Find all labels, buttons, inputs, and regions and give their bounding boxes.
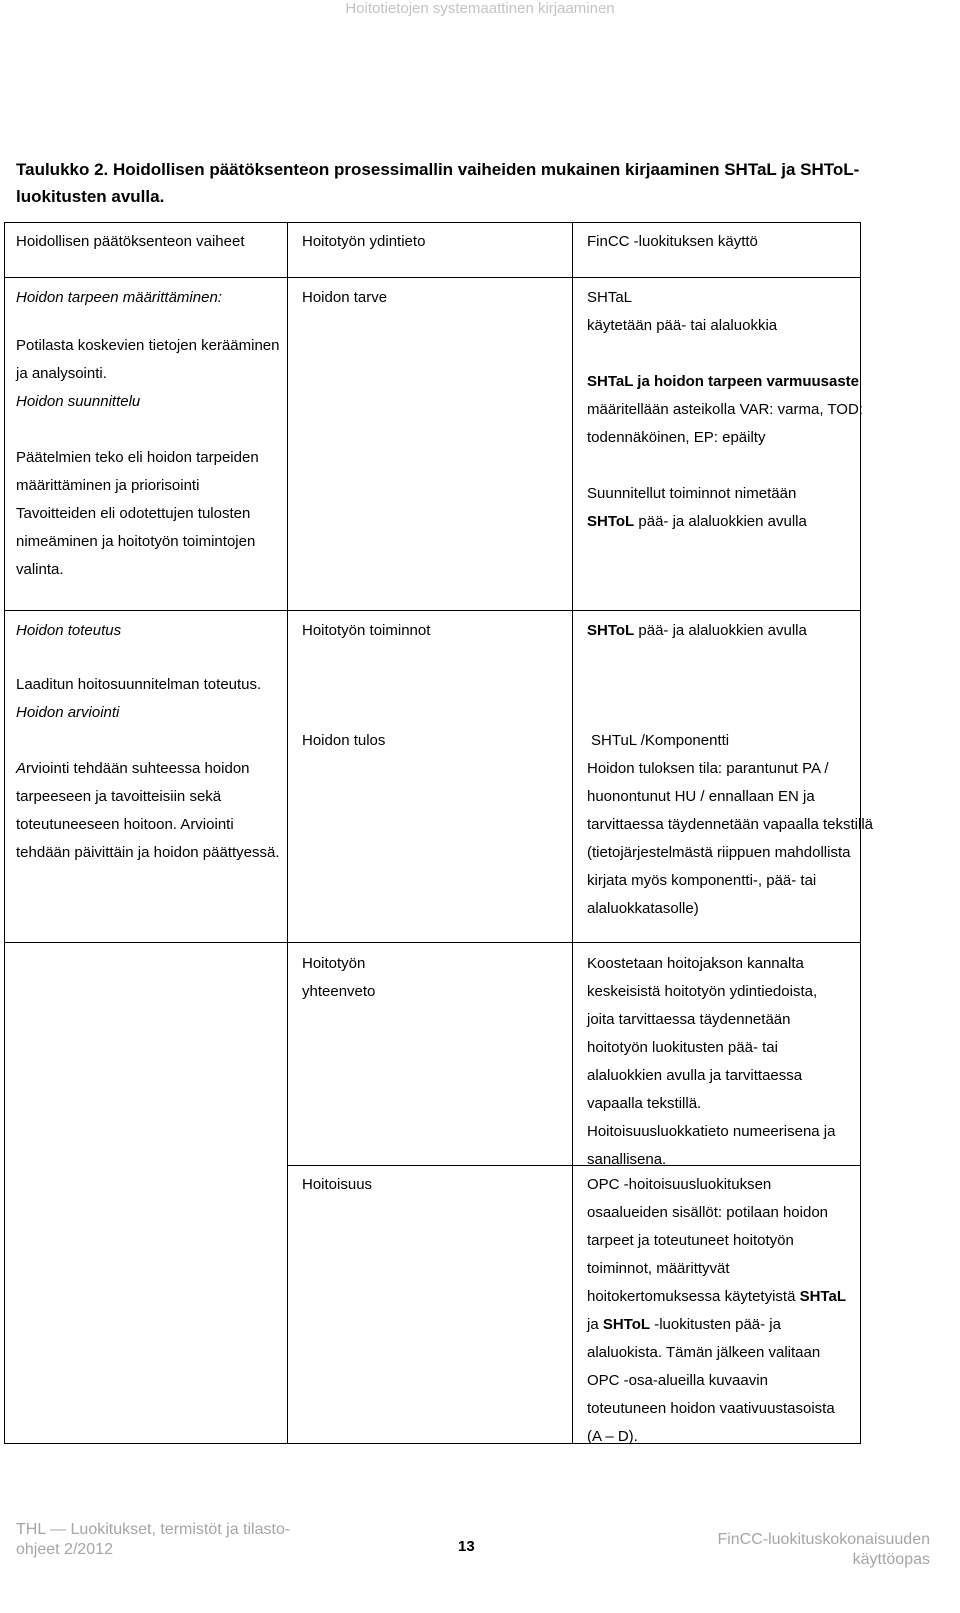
fincc-text: SHToL pää- ja alaluokkien avulla (587, 622, 807, 639)
fincc-cell (587, 617, 877, 923)
fincc-text: SHToL pää- ja alaluokkien avulla (587, 513, 807, 530)
core-data-title: Hoidon tulos (302, 732, 386, 749)
fincc-text: SHTaL ja hoidon tarpeen varmuusaste määritellään asteikolla VAR: varma, TOD: todennäköinen, EP: epäilty (587, 373, 863, 446)
fincc-text: Suunnitellut toiminnot nimetään (587, 485, 797, 502)
core-data-cell (302, 284, 572, 312)
table-border-row (4, 610, 860, 611)
header-cell-phases: Hoidollisen päätöksenteon vaiheet (16, 233, 245, 250)
table-border-header (4, 277, 860, 278)
phase-text: Laaditun hoitosuunnitelman toteutus. (16, 676, 262, 693)
table-border-col (572, 222, 573, 1444)
footer-left: THL — Luokitukset, termistöt ja tilasto-ohjeet 2/2012 (16, 1521, 291, 1558)
table-border-col (287, 222, 288, 1444)
phase-cell (16, 284, 286, 584)
table-border-top (4, 222, 860, 223)
phase-cell (16, 617, 286, 867)
phase-text: Arviointi tehdään suhteessa hoidon tarpeeseen ja tavoitteisiin sekä toteutuneeseen hoitoon. Arviointi tehdään päivittäin ja hoidon päättyessä. (16, 760, 280, 861)
phase-title: Hoidon arviointi (16, 704, 120, 721)
header-cell-core-data: Hoitotyön ydintieto (302, 233, 426, 250)
core-data-title: Hoidon tarve (302, 289, 388, 306)
core-data-title: Hoitoisuus (302, 1176, 373, 1193)
page-number: 13 (458, 1538, 475, 1555)
fincc-text: Hoidon tuloksen tila: parantunut PA / huonontunut HU / ennallaan EN ja tarvittaessa täydennetään vapaalla tekstillä (tietojärjestelmästä riippuen mahdollista kirjata myös komponentti-, pää- tai alaluokkatasolle) (587, 760, 874, 917)
running-header: Hoitotietojen systemaattinen kirjaaminen (345, 0, 615, 17)
phase-title: Hoidon suunnittelu (16, 393, 141, 410)
fincc-text: Koostetaan hoitojakson kannalta keskeisistä hoitotyön ydintiedoista, joita tarvittaessa täydennetään hoitotyön luokitusten pää- tai alaluokkien avulla ja tarvittaessa vapaalla tekstillä. Hoitoisuusluokkatieto numeerisena ja sanallisena. (587, 955, 836, 1168)
core-data-cell (302, 617, 572, 755)
phase-title: Hoidon toteutus (16, 622, 122, 639)
fincc-title: SHTuL /Komponentti (591, 732, 730, 749)
fincc-title: SHTaL (587, 289, 633, 306)
phase-text: Potilasta koskevien tietojen kerääminen ja analysointi. (16, 337, 280, 382)
table-caption: Taulukko 2. Hoidollisen päätöksenteon prosessimallin vaiheiden mukainen kirjaaminen SHTaL ja SHToL-luokitusten avulla. (16, 160, 860, 206)
phase-text: Tavoitteiden eli odotettujen tulosten nimeäminen ja hoitotyön toimintojen valinta. (16, 505, 256, 578)
fincc-text: OPC -hoitoisuusluokituksen osaalueiden sisällöt: potilaan hoidon tarpeet ja toteutuneet hoitotyön toiminnot, määrittyvät hoitokertomuksessa käytetyistä SHTaL ja SHToL -luokitusten pää- ja alaluokista. Tämän jälkeen valitaan OPC -osa-alueilla kuvaavin toteutuneen hoidon vaativuustasoista (A – D). (587, 1176, 846, 1445)
table-border-row (4, 942, 860, 943)
fincc-cell (587, 284, 877, 536)
fincc-text: käytetään pää- tai alaluokkia (587, 317, 778, 334)
phase-title: Hoidon tarpeen määrittäminen: (16, 289, 222, 306)
core-data-title: Hoitotyön yhteenveto (302, 955, 376, 1000)
core-data-title: Hoitotyön toiminnot (302, 622, 431, 639)
header-cell-fincc: FinCC -luokituksen käyttö (587, 233, 758, 250)
footer-right: FinCC-luokituskokonaisuuden käyttöopas (717, 1531, 930, 1568)
phase-text: Päätelmien teko eli hoidon tarpeiden määrittäminen ja priorisointi (16, 449, 259, 494)
table-border-left (4, 222, 5, 1444)
